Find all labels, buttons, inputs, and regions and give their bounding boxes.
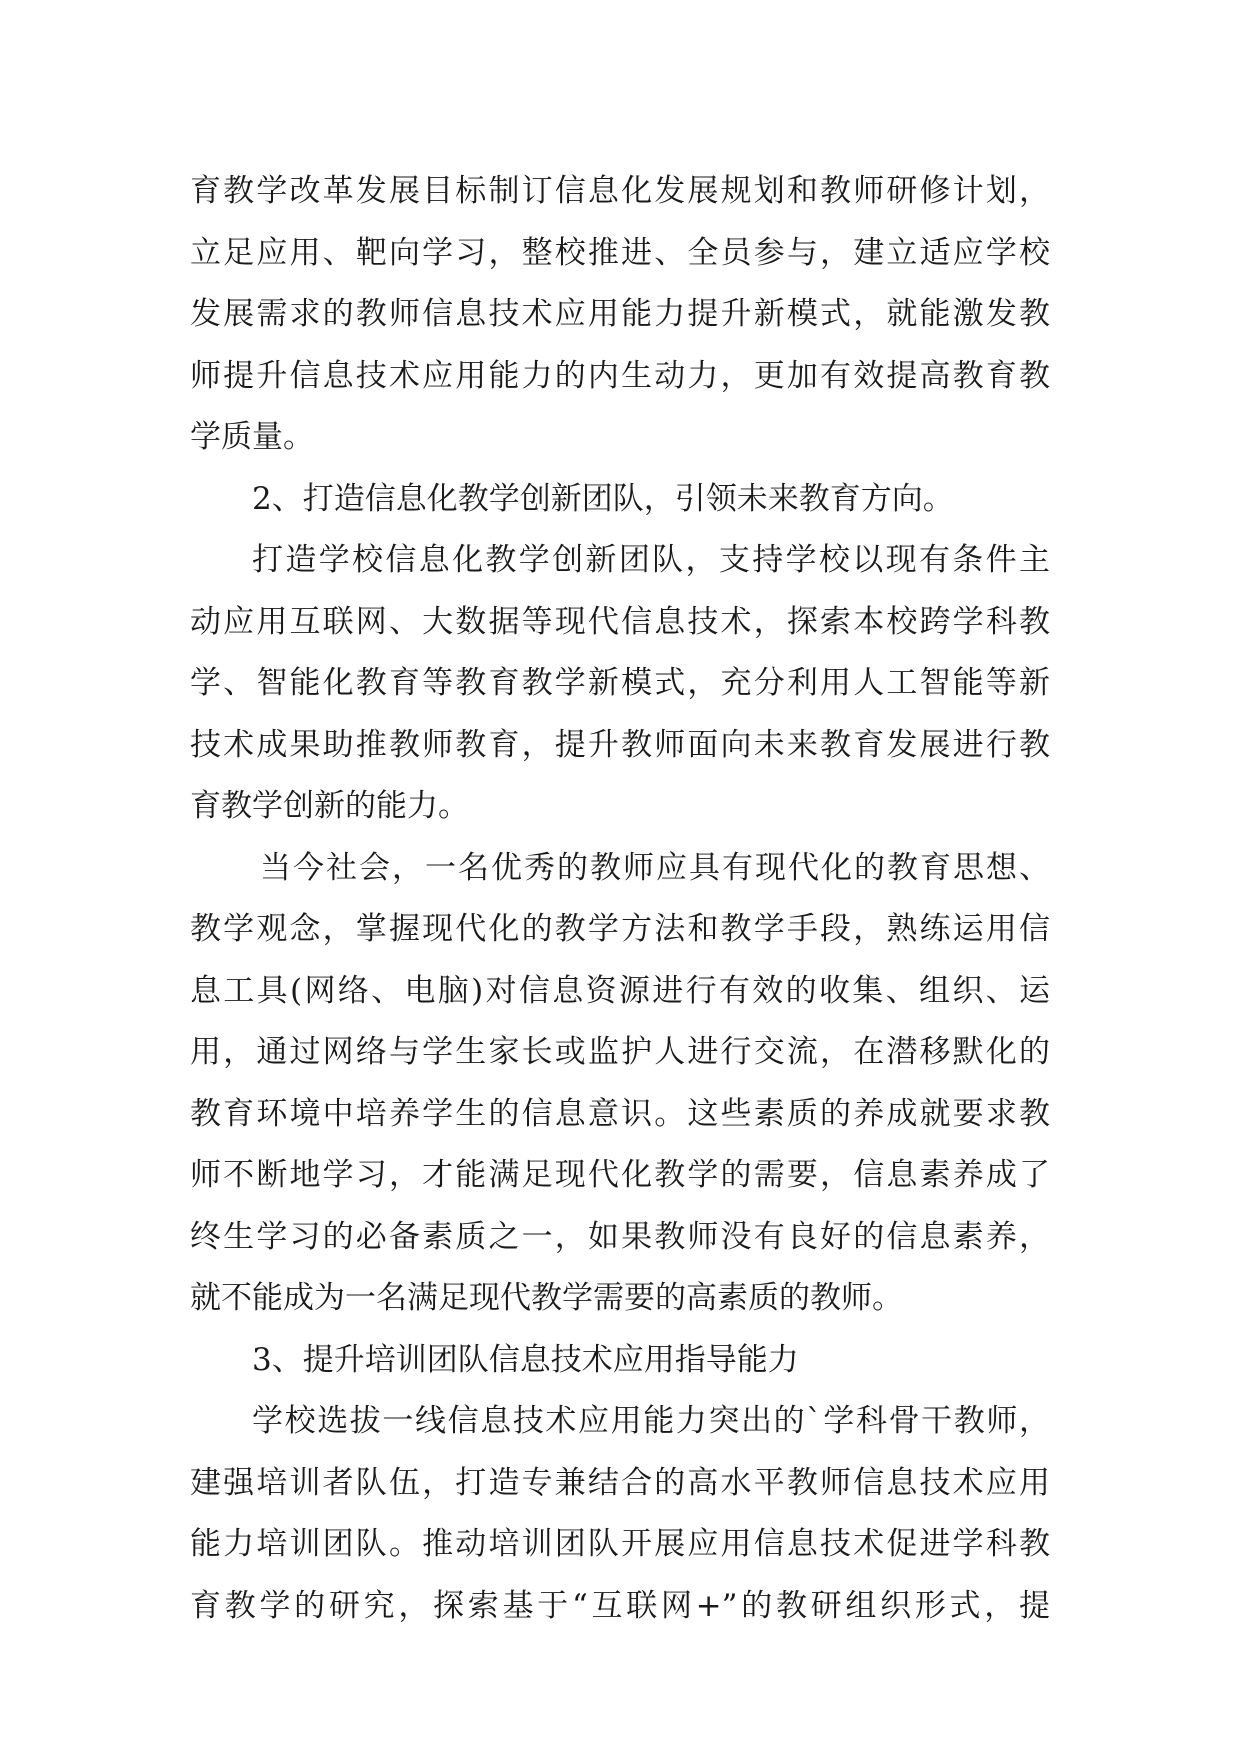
text-line: 育教学的研究，探索基于“互联网+”的教研组织形式，提	[190, 1587, 1050, 1624]
text-line: 师提升信息技术应用能力的内生动力，更加有效提高教育教	[190, 357, 1050, 394]
text-line: 学质量。	[190, 419, 314, 455]
text-line: 学、智能化教育等教育教学新模式，充分利用人工智能等新	[190, 665, 1050, 701]
text-line: 立足应用、靶向学习，整校推进、全员参与，建立适应学校	[190, 234, 1050, 271]
text-line: 教育环境中培养学生的信息意识。这些素质的养成就要求教	[190, 1095, 1050, 1132]
text-line: 息工具(网络、电脑)对信息资源进行有效的收集、组织、运	[190, 972, 1050, 1009]
text-line: 就不能成为一名满足现代教学需要的高素质的教师。	[190, 1280, 903, 1316]
text-line: 动应用互联网、大数据等现代信息技术，探索本校跨学科教	[190, 603, 1050, 640]
text-line: 终生学习的必备素质之一，如果教师没有良好的信息素养，	[190, 1218, 1050, 1255]
text-line: 学校选拔一线信息技术应用能力突出的`学科骨干教师，	[252, 1403, 1050, 1439]
text-line: 育教学创新的能力。	[190, 788, 469, 824]
text-line: 发展需求的教师信息技术应用能力提升新模式，就能激发教	[190, 296, 1050, 332]
text-line: 当今社会，一名优秀的教师应具有现代化的教育思想、	[260, 849, 1050, 886]
section-heading: 2、打造信息化教学创新团队，引领未来教育方向。	[252, 480, 954, 517]
body-text	[190, 161, 1050, 1637]
text-line: 技术成果助推教师教育，提升教师面向未来教育发展进行教	[190, 726, 1050, 763]
text-line: 教学观念，掌握现代化的教学方法和教学手段，熟练运用信	[190, 911, 1050, 947]
text-line: 育教学改革发展目标制订信息化发展规划和教师研修计划，	[190, 173, 1050, 209]
section-heading: 3、提升培训团队信息技术应用指导能力	[252, 1341, 799, 1378]
text-line: 用，通过网络与学生家长或监护人进行交流，在潜移默化的	[190, 1034, 1050, 1070]
text-line: 师不断地学习，才能满足现代化教学的需要，信息素养成了	[190, 1157, 1050, 1193]
text-line: 能力培训团队。推动培训团队开展应用信息技术促进学科教	[190, 1526, 1050, 1562]
text-line: 打造学校信息化教学创新团队，支持学校以现有条件主	[252, 542, 1050, 578]
text-line: 建强培训者队伍，打造专兼结合的高水平教师信息技术应用	[190, 1464, 1050, 1501]
